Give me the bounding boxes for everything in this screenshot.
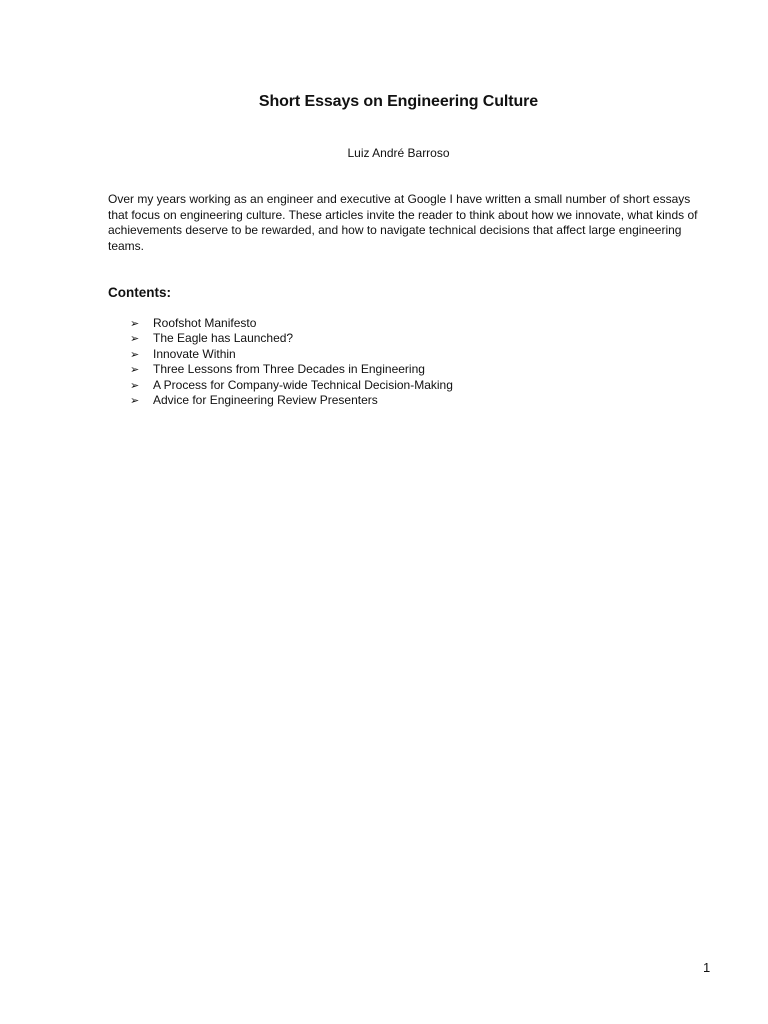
contents-heading: Contents:	[108, 285, 171, 300]
contents-item-label: A Process for Company-wide Technical Decision-Making	[153, 377, 453, 392]
contents-item-label: Roofshot Manifesto	[153, 316, 257, 330]
contents-item-label: Innovate Within	[153, 346, 236, 361]
contents-list-item	[130, 378, 453, 393]
contents-list	[130, 316, 453, 408]
contents-item-label: The Eagle has Launched?	[153, 331, 294, 346]
arrow-bullet-icon: ➢	[130, 317, 140, 330]
contents-item-label: Three Lessons from Three Decades in Engineering	[153, 362, 425, 377]
author-name: Luiz André Barroso	[347, 146, 450, 160]
arrow-bullet-icon: ➢	[130, 332, 140, 346]
contents-list-item	[130, 316, 453, 331]
arrow-bullet-icon: ➢	[130, 347, 140, 361]
arrow-bullet-icon: ➢	[130, 363, 140, 377]
contents-list-item	[130, 331, 453, 346]
contents-list-item	[130, 362, 453, 377]
page-number: 1	[703, 960, 711, 975]
arrow-bullet-icon: ➢	[130, 378, 140, 392]
arrow-bullet-icon: ➢	[130, 393, 140, 407]
contents-list-item	[130, 393, 453, 408]
document-title: Short Essays on Engineering Culture	[258, 93, 539, 110]
contents-item-label: Advice for Engineering Review Presenters	[153, 392, 378, 407]
contents-list-item	[130, 347, 453, 362]
intro-paragraph: Over my years working as an engineer and executive at Google I have written a small number of short essays that focus on engineering culture. These articles invite the reader to think about how we innovate, what kinds of achievements deserve to be rewarded, and how to navigate technical decisions that affect large engineering teams.	[108, 192, 698, 253]
